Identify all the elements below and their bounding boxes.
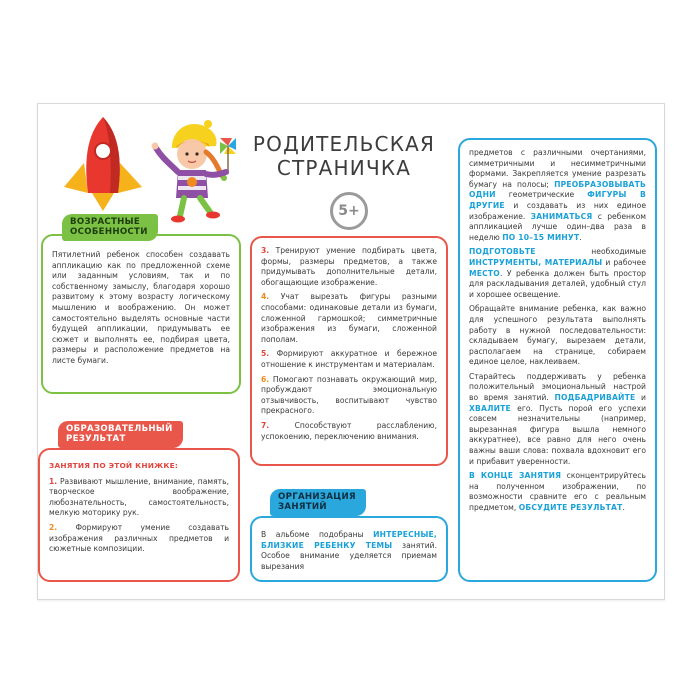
- edu-item-6-num: 6.: [261, 374, 270, 384]
- age-features-tag-line2: ОСОБЕННОСТИ: [70, 226, 148, 237]
- right-p5-text-b: .: [622, 503, 625, 512]
- right-p1-text-e: .: [579, 232, 582, 242]
- right-p1-text-d: с ребенком аппликацией лучше один–два раза в неделю: [469, 211, 646, 242]
- age-features-tag: [62, 214, 158, 241]
- right-p5-highlight-1: В КОНЦЕ ЗАНЯТИЯ: [469, 471, 562, 481]
- age-badge: [330, 192, 368, 230]
- organization-text: [261, 530, 437, 572]
- edu-item-2-text: Формируют умение создавать изображения различных предметов и сюжетные композиции.: [49, 522, 229, 554]
- edu-result-content: [49, 461, 229, 555]
- right-p2-highlight-1: ПОДГОТОВЬТЕ: [469, 247, 536, 257]
- edu-item-7-num: 7.: [261, 420, 270, 430]
- hat-pompom: [204, 120, 212, 128]
- age-features-box: [41, 234, 241, 394]
- edu-item-1: [49, 477, 229, 519]
- right-column-box: [458, 138, 657, 582]
- right-p2-text-a: необходимые: [535, 247, 646, 257]
- girl-illustration: [148, 118, 244, 228]
- right-p1-highlight-3: ЗАНИМАТЬСЯ: [530, 211, 593, 221]
- right-p4-highlight-2: ХВАЛИТЕ: [469, 403, 511, 413]
- edu-result-box: [38, 448, 240, 582]
- edu-item-2-num: 2.: [49, 522, 58, 532]
- rocket-window: [95, 143, 111, 159]
- right-p5-text-a: сконцентрируйтесь на полученном изображении, по возможности сравните его с реальным предметом,: [469, 471, 646, 512]
- organization-tag-line1: ОРГАНИЗАЦИЯ: [278, 492, 356, 502]
- edu-item-3-text: Тренируют умение подбирать цвета, формы, размеры предметов, а также придумывать дополнительные детали, обогащающие изображение.: [261, 246, 437, 287]
- right-column-content: [469, 148, 646, 514]
- rocket-illustration: [62, 113, 144, 213]
- right-p1-text-b: геометрические: [495, 190, 588, 200]
- page-title-line1: РОДИТЕЛЬСКАЯ: [252, 132, 436, 156]
- edu-item-4-num: 4.: [261, 292, 270, 302]
- edu-item-1-text: Развивают мышление, внимание, память, творческое воображение, любознательность, самостоятельность, мелкую моторику рук.: [49, 476, 229, 518]
- middle-results-content: [261, 246, 437, 442]
- right-p4-text-c: его. Пусть порой его успехи совсем незначительны (например, вырезанная фигура вышла немного аккуратнее), все равно для него очень важны ваши слова: похвала вдохновит его и прибавит уверенности.: [469, 403, 646, 466]
- right-p1-text-a: предметов с различными очертаниями, симметричными и несимметричными формами. Закрепляется умение разрезать бумагу на полосы;: [469, 148, 646, 189]
- right-p2-highlight-3: МЕСТО: [469, 268, 500, 278]
- rocket-fin-right: [118, 163, 142, 193]
- right-p5-highlight-2: ОБСУДИТЕ РЕЗУЛЬТАТ: [518, 503, 623, 512]
- edu-result-tag-line2: РЕЗУЛЬТАТ: [66, 433, 126, 444]
- organization-highlight: ИНТЕРЕСНЫЕ, БЛИЗКИЕ РЕБЕНКУ ТЕМЫ: [261, 530, 437, 550]
- age-features-tag-line1: ВОЗРАСТНЫЕ: [70, 217, 141, 227]
- page-title-line2: СТРАНИЧКА: [276, 156, 412, 180]
- pinwheel-icon: [220, 138, 236, 174]
- right-p1-highlight-1: ПРЕОБРАЗОВЫВАТЬ ОДНИ: [469, 179, 646, 200]
- right-paragraph-3: Обращайте внимание ребенка, как важно для успешного результата выполнять работу в нужной последовательности: складываем бумагу, вырезаем детали, располагаем на странице, собираем единое целое, наклеиваем.: [469, 304, 646, 367]
- edu-item-6: [261, 375, 437, 417]
- edu-item-2: [49, 523, 229, 555]
- organization-tag: [270, 489, 366, 516]
- organization-tag-line2: ЗАНЯТИЙ: [278, 501, 327, 512]
- edu-item-5: [261, 349, 437, 370]
- organization-text-a: В альбоме подобраны: [261, 530, 374, 539]
- edu-result-tag: [58, 421, 183, 448]
- edu-item-3-num: 3.: [261, 246, 270, 255]
- right-paragraph-4: [469, 372, 646, 467]
- right-paragraph-5: [469, 471, 646, 513]
- age-features-text: Пятилетний ребенок способен создавать аппликацию как по предложенной схеме или заданным условиям, так и по собственному замыслу, благодаря хорошо развитому к этому возрасту логическому мышлению и воображению. Он может самостоятельно выделять основные части будущей аппликации, придумывать ее сюжет и выполнять ее, подбирая цвета, размеры и расположение предметов на листе бумаги.: [52, 250, 230, 365]
- age-label: 5+: [338, 203, 360, 219]
- right-paragraph-1: [469, 148, 646, 243]
- edu-item-5-num: 5.: [261, 349, 270, 359]
- right-p2-text-c: . У ребенка должен быть простор для раскладывания деталей, удобный стул и хорошее освещение.: [469, 268, 646, 299]
- middle-results-box: [250, 236, 448, 466]
- rocket-flame: [92, 193, 114, 211]
- edu-item-4: [261, 292, 437, 345]
- right-p4-text-a: Старайтесь поддерживать у ребенка положительный эмоциональный настрой во время занятий.: [469, 371, 646, 403]
- rocket-fin-left: [64, 163, 88, 193]
- edu-result-subtitle: ЗАНЯТИЯ ПО ЭТОЙ КНИЖКЕ:: [49, 461, 178, 470]
- right-p1-text-c: и создавать из них единое изображение.: [469, 200, 646, 221]
- right-p4-text-b: и: [635, 393, 646, 403]
- edu-item-6-text: Помогают познавать окружающий мир, пробуждают эмоциональную отзывчивость, воспитывают чувство прекрасного.: [261, 374, 437, 416]
- edu-item-1-num: 1.: [49, 476, 58, 486]
- edu-result-tag-line1: ОБРАЗОВАТЕЛЬНЫЙ: [66, 424, 173, 434]
- edu-item-7-text: Способствуют расслаблению, успокоению, переключению внимания.: [261, 420, 437, 441]
- right-p4-highlight-1: ПОДБАДРИВАЙТЕ: [554, 393, 636, 403]
- edu-item-4-text: Учат вырезать фигуры разными способами: одинаковые детали из бумаги, сложенной гармошкой; симметричные изображения из бумаги, сложенной пополам.: [261, 292, 437, 344]
- organization-text-b: занятий. Особое внимание уделяется приемам вырезания: [261, 540, 437, 571]
- right-p2-highlight-2: ИНСТРУМЕНТЫ, МАТЕРИАЛЫ: [469, 257, 603, 267]
- edu-item-5-text: Формируют аккуратное и бережное отношение к инструментам и материалам.: [261, 349, 437, 369]
- organization-box: [250, 516, 448, 582]
- right-p1-highlight-2: ФИГУРЫ В ДРУГИЕ: [469, 190, 646, 210]
- page-title: [248, 132, 440, 180]
- right-p2-text-b: и рабочее: [602, 257, 646, 267]
- edu-item-7: [261, 421, 437, 442]
- right-paragraph-2: [469, 247, 646, 300]
- edu-item-3: [261, 246, 437, 288]
- right-p1-highlight-4: ПО 10–15 МИНУТ: [502, 232, 580, 242]
